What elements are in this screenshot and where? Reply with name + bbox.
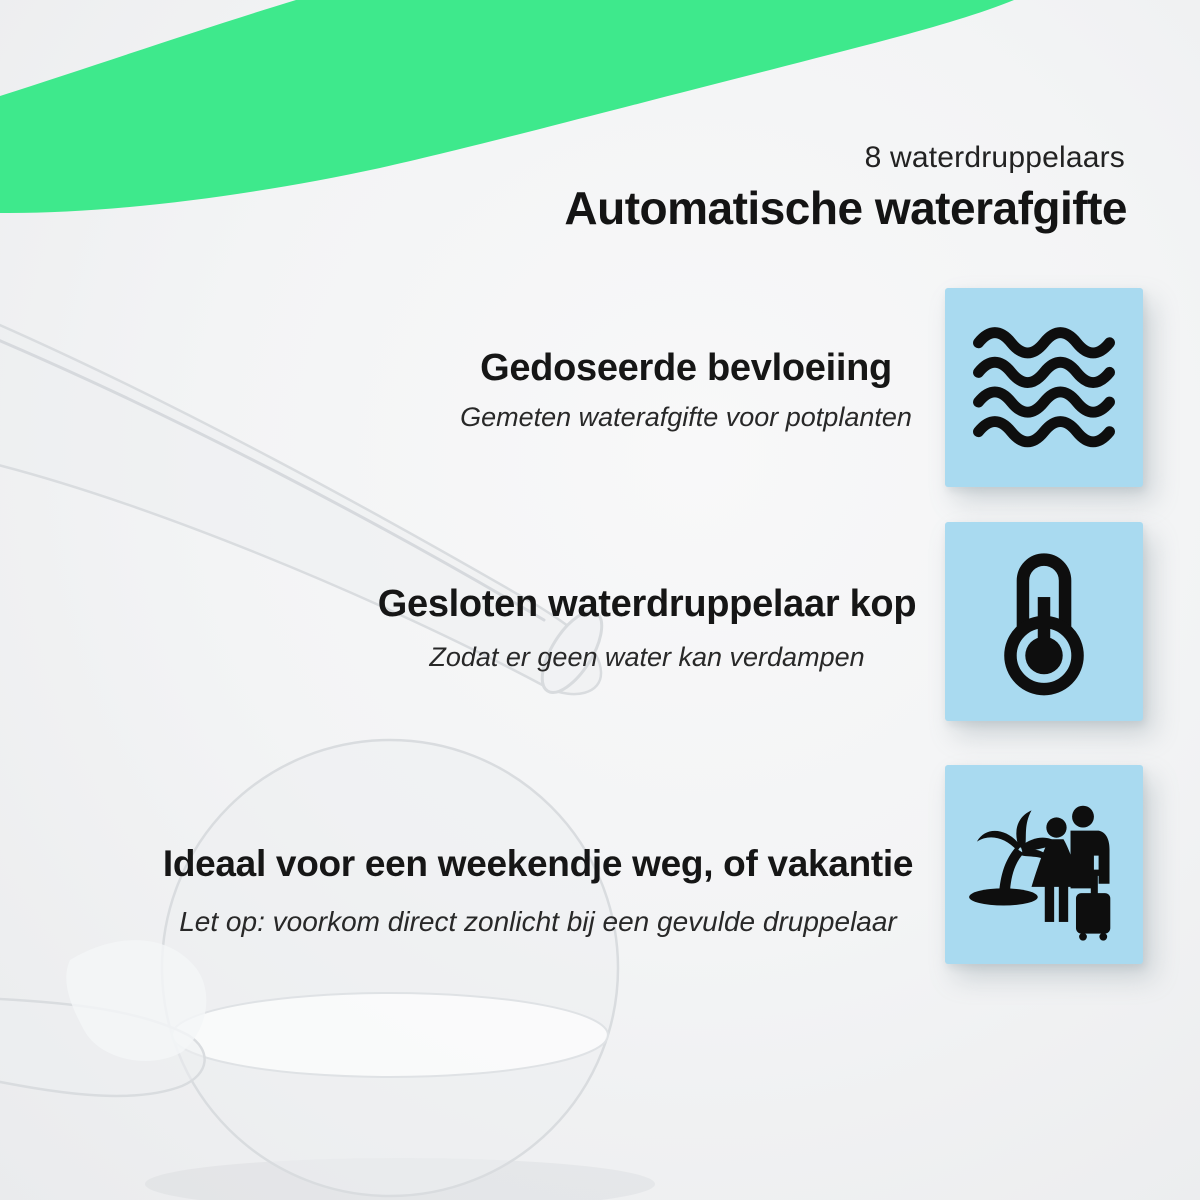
product-count-label: 8 waterdruppelaars: [864, 141, 1125, 174]
dripper-globe: [162, 740, 618, 1196]
feature-item-vacation: [98, 843, 978, 938]
feature-heading: Ideaal voor een weekendje weg, of vakantie: [162, 843, 914, 884]
feature-heading: Gedoseerde bevloeiing: [480, 347, 892, 389]
feature-heading: Gesloten waterdruppelaar kop: [377, 583, 917, 625]
feature-item-closed-head: [327, 583, 967, 673]
vacation-icon: [966, 787, 1122, 943]
waves-icon: [966, 310, 1122, 466]
water-line: [172, 993, 608, 1077]
thermometer-icon: [966, 544, 1122, 700]
feature-icon-box-water: [945, 288, 1143, 487]
feature-icon-box-temperature: [945, 522, 1143, 721]
feature-subheading: Zodat er geen water kan verdampen: [429, 641, 865, 672]
feature-icon-box-vacation: [945, 765, 1143, 964]
feature-subheading: Gemeten waterafgifte voor potplanten: [460, 401, 912, 432]
page-title: Automatische waterafgifte: [564, 182, 1127, 234]
feature-item-dosed-watering: [366, 347, 1006, 433]
feature-subheading: Let op: voorkom direct zonlicht bij een gevulde druppelaar: [179, 906, 897, 938]
